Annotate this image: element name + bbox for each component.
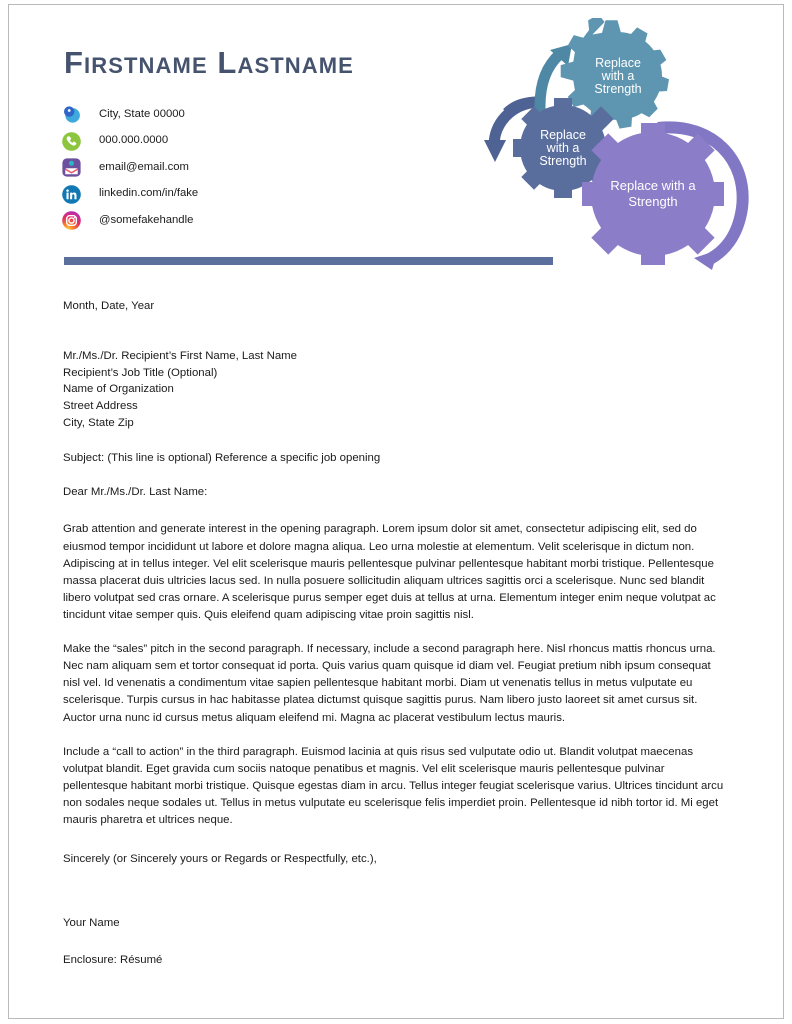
recipient-city-state-zip: City, State Zip bbox=[63, 417, 134, 430]
contact-phone-text: 000.000.0000 bbox=[99, 134, 169, 147]
recipient-name: Mr./Ms./Dr. Recipient’s First Name, Last Name bbox=[63, 349, 297, 362]
recipient-title: Recipient’s Job Title (Optional) bbox=[63, 366, 218, 379]
contact-item-phone bbox=[62, 129, 362, 154]
contact-instagram-text: @somefakehandle bbox=[99, 213, 194, 226]
enclosure-line: Enclosure: Résumé bbox=[63, 953, 163, 966]
recipient-organization: Name of Organization bbox=[63, 383, 174, 396]
contact-item-email bbox=[62, 155, 362, 180]
svg-text:with a: with a bbox=[601, 69, 635, 83]
location-pin-icon bbox=[62, 105, 81, 124]
signature-name: Your Name bbox=[63, 916, 120, 929]
page-title: Firstname Lastname bbox=[64, 45, 354, 80]
recipient-address-block bbox=[63, 348, 728, 432]
gear-large bbox=[582, 123, 724, 265]
letter-paragraph-3: Include a “call to action” in the third paragraph. Euismod lacinia at quis risus sed vulputate odio ut. Blandit volutpat maecenas volutpat blandit. Eget gravida cum sociis natoque penatibus et magnis. Vel elit scelerisque mauris pellentesque pulvinar pellentesque habitant morbi tristique. Quisque egestas diam in arcu. Tellus integer feugiat scelerisque varius. Ultrices tincidunt arcu non sodales neque sodales ut. Tellus in metus vulputate eu scelerisque felis imperdiet proin. Pellentesque id nibh tortor id. Mi eget mauris pharetra et ultrices neque. bbox=[63, 745, 724, 827]
svg-text:Replace: Replace bbox=[595, 56, 641, 70]
contact-item-instagram bbox=[62, 208, 362, 233]
svg-text:Strength: Strength bbox=[594, 82, 642, 96]
recipient-street: Street Address bbox=[63, 400, 138, 413]
linkedin-icon bbox=[62, 185, 81, 204]
letter-body bbox=[63, 300, 728, 967]
contact-location-text: City, State 00000 bbox=[99, 107, 185, 120]
email-icon bbox=[62, 158, 81, 177]
svg-text:Replace: Replace bbox=[540, 128, 586, 142]
phone-icon bbox=[62, 132, 81, 151]
letter-paragraph-1: Grab attention and generate interest in the opening paragraph. Lorem ipsum dolor sit amet, consectetur adipiscing elit, sed do eiusmod tempor incididunt ut labore et dolore magna aliqua. Leo urna molestie at elementum. Velit scelerisque in dictum non. Adipiscing at in tellus integer. Vel elit scelerisque mauris pellentesque pulvinar pellentesque habitant morbi tristique. Pellentesque massa placerat duis ultricies lacus sed. In nulla posuere sollicitudin aliquam ultrices sagittis orci a scelerisque. Nunc sed blandit libero volutpat sed cras ornare. A scelerisque purus semper eget duis at tellus at urna. Elementum integer enim neque volutpat ac tincidunt vitae semper quis. Quis eleifend quam adipiscing vitae proin sagittis nisl. bbox=[63, 523, 716, 621]
svg-text:Strength: Strength bbox=[628, 194, 678, 209]
instagram-icon bbox=[62, 211, 81, 230]
contact-email-text: email@email.com bbox=[99, 160, 189, 173]
svg-text:Replace with a: Replace with a bbox=[610, 178, 696, 193]
contact-item-location bbox=[62, 102, 362, 127]
letter-subject: Subject: (This line is optional) Reference a specific job opening bbox=[63, 452, 381, 465]
letter-paragraph-2: Make the “sales” pitch in the second paragraph. If necessary, include a second paragraph here. Nisl rhoncus mattis rhoncus urna. Nec nam aliquam sem et tortor consequat id porta. Quis varius quam quisque id diam vel. Feugiat pretium nibh ipsum consequat nisl vel. Id venenatis a condimentum vitae sapien pellentesque habitant morbi. Diam ut venenatis tellus in metus vulputate eu scelerisque. Turpis cursus in hac habitasse platea dictumst quisque sagittis purus. Nam libero justo laoreet sit amet cursus sit. Auctor urna nunc id cursus metus aliquam eleifend mi. Magna ac placerat vestibulum lectus mauris. bbox=[63, 643, 716, 724]
gears-strengths-graphic bbox=[480, 18, 770, 280]
letter-salutation: Dear Mr./Ms./Dr. Last Name: bbox=[63, 485, 208, 498]
svg-text:with a: with a bbox=[546, 141, 580, 155]
letter-closing: Sincerely (or Sincerely yours or Regards or Respectfully, etc.), bbox=[63, 853, 377, 866]
contact-list bbox=[62, 102, 362, 235]
header-divider bbox=[64, 257, 553, 265]
contact-linkedin-text: linkedin.com/in/fake bbox=[99, 187, 199, 200]
svg-text:Strength: Strength bbox=[539, 154, 587, 168]
contact-item-linkedin bbox=[62, 182, 362, 207]
letter-date: Month, Date, Year bbox=[63, 300, 155, 312]
